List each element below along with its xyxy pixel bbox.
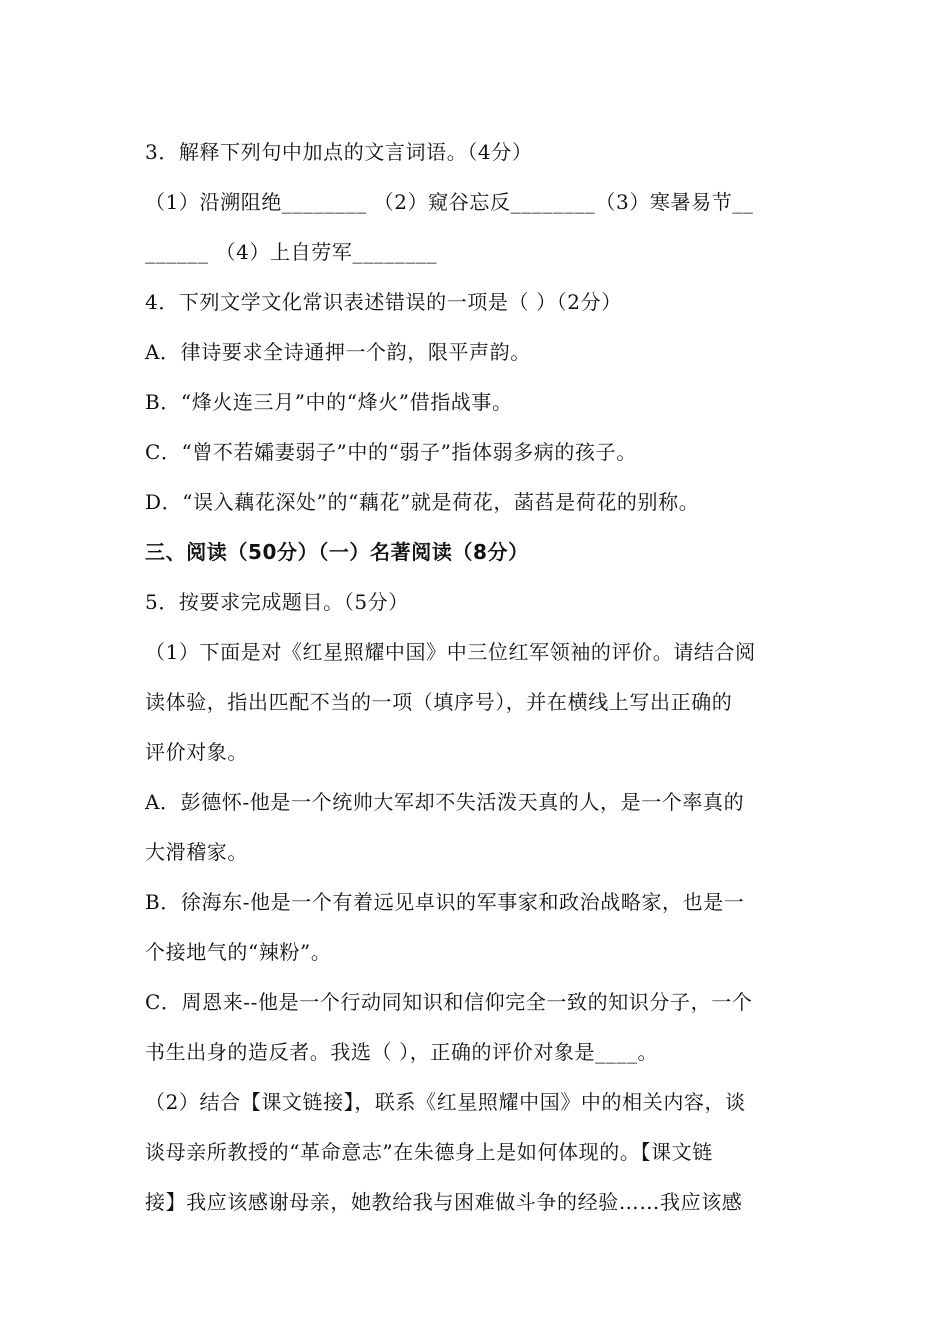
question-5-part-2-cont: 接】我应该感谢母亲，她教给我与困难做斗争的经验……我应该感 bbox=[145, 1190, 743, 1214]
question-5-option-c-cont: 书生出身的造反者。我选（ ），正确的评价对象是____。 bbox=[145, 1040, 659, 1064]
question-5-option-b: B．徐海东-他是一个有着远见卓识的军事家和政治战略家，也是一 bbox=[145, 890, 745, 914]
question-5-option-a-cont: 大滑稽家。 bbox=[145, 840, 248, 864]
question-5-part-2: （2）结合【课文链接】，联系《红星照耀中国》中的相关内容，谈 bbox=[145, 1090, 746, 1114]
question-5-part-1-cont: 评价对象。 bbox=[145, 740, 248, 764]
question-5-option-a: A．彭德怀-他是一个统帅大军却不失活泼天真的人，是一个率真的 bbox=[145, 790, 745, 814]
question-4-option-d: D．“误入藕花深处”的“藕花”就是荷花，菡萏是荷花的别称。 bbox=[145, 490, 700, 514]
question-4-title: 4．下列文学文化常识表述错误的一项是（ ）（2分） bbox=[145, 290, 622, 314]
question-3-items: （1）沿溯阻绝________ （2）窥谷忘反________（3）寒暑易节__ bbox=[145, 190, 754, 214]
question-3-title: 3．解释下列句中加点的文言词语。（4分） bbox=[145, 140, 533, 164]
question-4-option-b: B．“烽火连三月”中的“烽火”借指战事。 bbox=[145, 390, 513, 414]
question-5-part-1: （1）下面是对《红星照耀中国》中三位红军领袖的评价。请结合阅 bbox=[145, 640, 756, 664]
question-5-title: 5．按要求完成题目。（5分） bbox=[145, 590, 409, 614]
question-4-option-c: C．“曾不若孀妻弱子”中的“弱子”指体弱多病的孩子。 bbox=[145, 440, 637, 464]
question-4-option-a: A．律诗要求全诗通押一个韵，限平声韵。 bbox=[145, 340, 531, 364]
section-3-heading: 三、阅读（50分）（一）名著阅读（8分） bbox=[145, 540, 529, 564]
question-3-items-cont: ______ （4）上自劳军________ bbox=[145, 240, 438, 264]
question-5-option-c: C．周恩来--他是一个行动同知识和信仰完全一致的知识分子，一个 bbox=[145, 990, 753, 1014]
question-5-part-1-cont: 读体验，指出匹配不当的一项（填序号），并在横线上写出正确的 bbox=[145, 690, 733, 714]
question-5-option-b-cont: 个接地气的“辣粉”。 bbox=[145, 940, 332, 964]
question-5-part-2-cont: 谈母亲所教授的“革命意志”在朱德身上是如何体现的。【课文链 bbox=[145, 1140, 713, 1164]
